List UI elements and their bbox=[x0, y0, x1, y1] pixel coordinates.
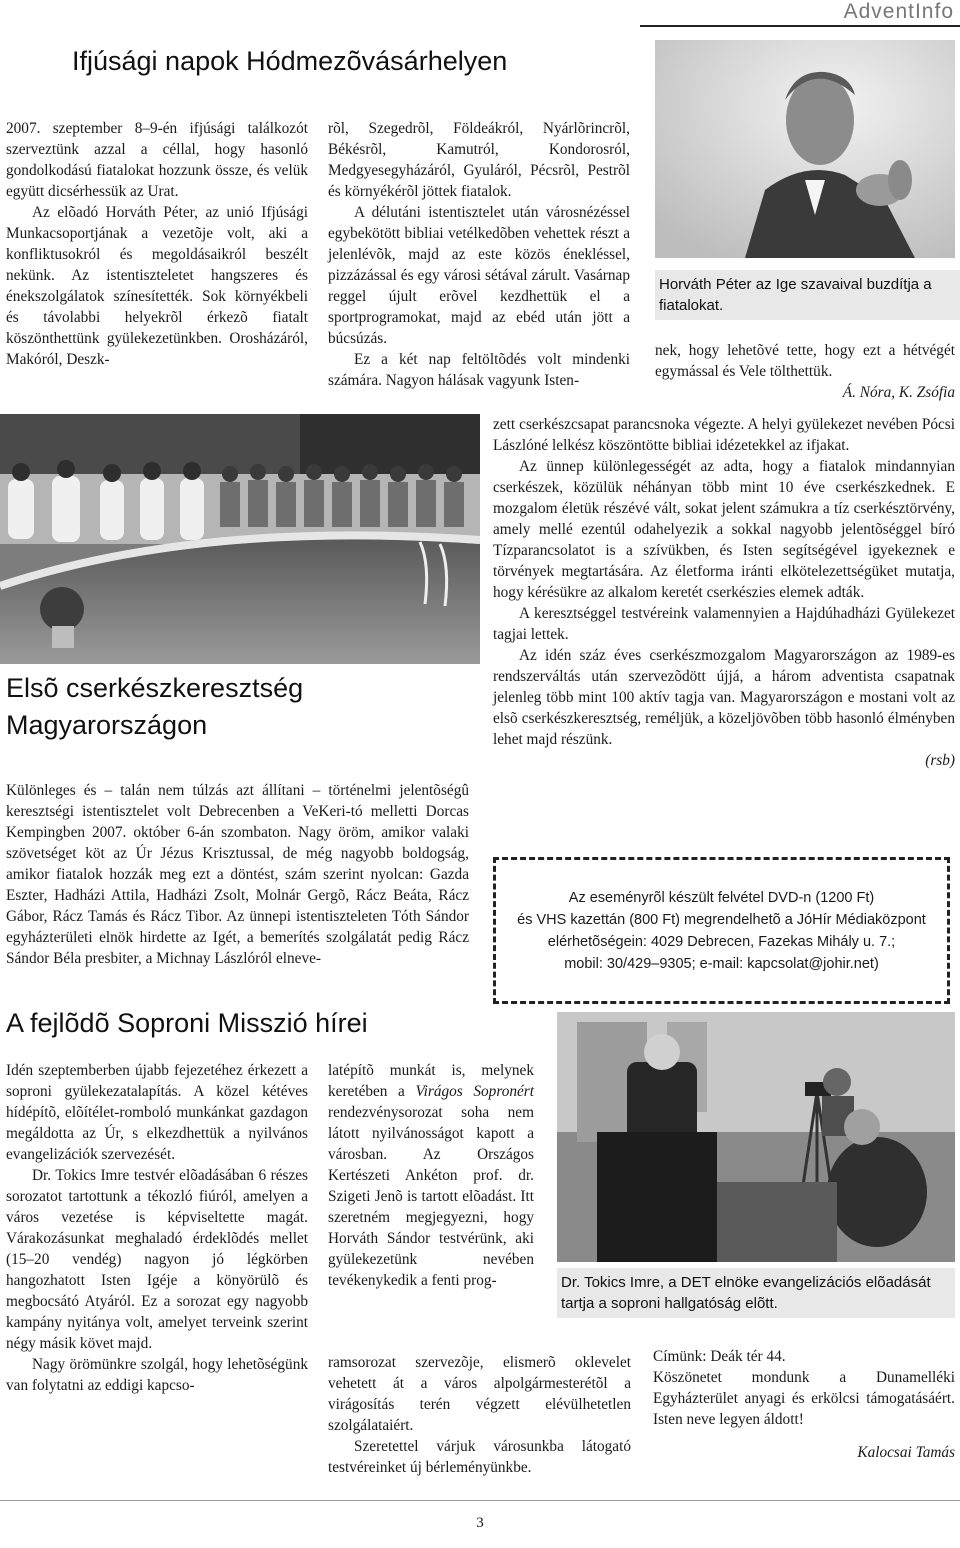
article2-paragraph: A keresztséggel testvéreink valamennyien a Hajdúhadházi Gyülekezet tagjai lettek. bbox=[493, 605, 955, 643]
article1-paragraph: Ez a két nap feltöltõdés volt mindenki számára. Nagyon hálásak vagyunk Isten- bbox=[328, 351, 630, 389]
article3-paragraph: Dr. Tokics Imre testvér elõadásában 6 részes sorozatot tartottunk a tékozló fiúról, amelyen a város vezetése is képviseltette magát. Várakozásunkat meghaladó érdeklõdés mellet (15–20 vendég) nagyon jó légkörben hangozhatott Isten Igéje a könyörülõ és megbocsátó Atyáról. Ez a sorozat egy nagyobb kampány nyitánya volt, amelyet terveink szerint négy másik követ majd. bbox=[6, 1167, 308, 1352]
article1-title: Ifjúsági napok Hódmezõvásárhelyen bbox=[72, 46, 508, 76]
article1-paragraph: Az elõadó Horváth Péter, az unió Ifjúsági Munkacsoportjának a vezetõje volt, aki a konfliktusokról és megoldásaikról beszélt nekünk. Az istentiszteletet hangszeres és énekszolgálatok színesítették. Sok környékbeli és távolabbi helyekrõl érkezõ fiatalt köszönthettünk gyülekezetünkben. Orosházáról, Makóról, Deszk- bbox=[6, 204, 308, 368]
lecture-photo bbox=[557, 1012, 955, 1262]
article1-col2 bbox=[328, 118, 630, 391]
address: Címünk: Deák tér 44. bbox=[653, 1348, 786, 1365]
notice-line: és VHS kazettán (800 Ft) megrendelhetõ a JóHír Médiaközpont bbox=[517, 911, 926, 928]
article3-text: latépítõ munkát is, melynek keretében a bbox=[328, 1062, 534, 1100]
article2-title: Elsõ cserkészkeresztség Magyarországon bbox=[6, 673, 304, 740]
article3-paragraph: Nagy örömünkre szolgál, hogy lehetõségünk van folytatni az eddigi kapcso- bbox=[6, 1356, 308, 1394]
article3-col1 bbox=[6, 1060, 308, 1396]
article1-col3 bbox=[655, 340, 955, 403]
baptism-group-illustration bbox=[0, 414, 480, 664]
article1-paragraph: rõl, Szegedrõl, Földeákról, Nyárlõrincrõl, Békésrõl, Kamutról, Kondorosról, Medgyesegyházáról, Gyuláról, Pécsrõl, Pestrõl és környékérõl jöttek fiatalok. bbox=[328, 120, 630, 200]
footer-rule bbox=[0, 1500, 960, 1501]
article2-right-col bbox=[493, 414, 955, 771]
event-name: Virágos Sopronért bbox=[415, 1083, 534, 1100]
article2-signature: (rsb) bbox=[925, 752, 955, 769]
notice-line: mobil: 30/429–9305; e-mail: kapcsolat@johir.net) bbox=[564, 955, 879, 972]
article3-paragraph: ramsorozat szervezõje, elismerõ oklevelet vehetett át a város alpolgármesterétõl a virágosítás terén végzett elévülhetetlen szolgálataiért. bbox=[328, 1354, 631, 1434]
article1-signature: Á. Nóra, K. Zsófia bbox=[842, 384, 955, 401]
speaker-photo bbox=[655, 40, 955, 258]
article2-left-text bbox=[6, 780, 469, 969]
baptism-group-photo bbox=[0, 414, 480, 664]
article3-col2 bbox=[328, 1060, 534, 1291]
lecture-photo-caption: Dr. Tokics Imre, a DET elnöke evangelizációs elõadását tartja a soproni hallgatóság elõtt. bbox=[557, 1268, 955, 1318]
article1-paragraph: nek, hogy lehetõvé tette, hogy ezt a hétvégét egymással és Vele tölthettük. bbox=[655, 342, 955, 380]
notice-line: Az eseményrõl készült felvétel DVD-n (1200 Ft) bbox=[568, 889, 875, 906]
magazine-brand: AdventInfo bbox=[843, 0, 954, 23]
header-rule bbox=[640, 25, 960, 27]
article3-text: rendezvénysorozat soha nem látott nyilvánosságot kapott a városban. Az Országos Kertészeti Ankéton prof. dr. Szigeti Jenõ is tartott elõadást. Itt szeretném megjegyezni, hogy Horváth Sándor testvérünk, aki gyülekezetünk nevében tevékenykedik a fenti prog- bbox=[328, 1104, 534, 1289]
article2-paragraph: Az ünnep különlegességét az adta, hogy a fiatalok mindannyian cserkészek, közülük néhányan több mint 10 éve cserkészkednek. E mozgalom életük részévé vált, sokat jelent számukra a tíz cserkésztörvény, amely mellé ezentúl odahelyezik a sokkal nagyobb jelentõséggel bíró Tízparancsolatot is a szívükben, és Isten segítségével igyekeznek e törvények megtartására. Az életforma iránti elkötelezettségüket mutatja, hogy kérésükre az alkalom keretét cserkészies elemek adták. bbox=[493, 458, 955, 601]
article3-col3 bbox=[653, 1346, 955, 1463]
article3-col2-wide bbox=[328, 1352, 631, 1478]
article2-paragraph: Különleges és – talán nem túlzás azt állítani – történelmi jelentõségû keresztségi istentisztelet volt Debrecenben a VeKeri-tó melletti Dorcas Kempingben 2007. október 6-án szombaton. Nagy öröm, amikor valaki szövetséget köt az Úr Jézus Krisztussal, de még nagyobb boldogság, amikor fiatalok hozzák meg ezt a döntést, szám szerint nyolcan: Gazda Eszter, Hadházi Attila, Hadházi Zsolt, Molnár Gergõ, Rácz Beáta, Rácz Gábor, Rácz Tamás és Rácz Tibor. Az ünnepi istentiszteleten Tóth Sándor egyházterületi elnök hirdette az Igét, a bemerítés szolgálatát pedig Rácz Sándor Béla presbiter, a Michnay Lászlóról elneve- bbox=[6, 782, 469, 967]
article2-paragraph: zett cserkészcsapat parancsnoka végezte. A helyi gyülekezet nevében Pócsi Lászlóné lelkész köszöntötte bibliai idézetekkel az ifjakat. bbox=[493, 416, 955, 454]
lecture-photo-illustration bbox=[557, 1012, 955, 1262]
article1-paragraph: 2007. szeptember 8–9-én ifjúsági találkozót szerveztünk azzal a céllal, hogy hasonló gondolkodású fiatalokat hozzunk össze, és velük együtt dicsérhessük az Urat. bbox=[6, 120, 308, 200]
article1-paragraph: A délutáni istentisztelet után városnézéssel egybekötött bibliai vetélkedõben vehettek részt a jelenlévõk, majd az este közös énekléssel, pizzázással és egy városi sétával zárult. Vasárnap reggel újult erõvel kezdhettük el a sportprogramokat, majd az ebéd után jött a búcsúzás. bbox=[328, 204, 630, 347]
page-number: 3 bbox=[476, 1515, 484, 1531]
article3-signature: Kalocsai Tamás bbox=[857, 1444, 955, 1461]
speaker-photo-caption: Horváth Péter az Ige szavaival buzdítja a fiatalokat. bbox=[655, 270, 960, 320]
notice-line: elérhetõségein: 4029 Debrecen, Fazekas Mihály u. 7.; bbox=[547, 933, 896, 950]
article3-paragraph bbox=[328, 1060, 534, 1291]
speaker-photo-illustration bbox=[655, 40, 955, 258]
article3-paragraph: Idén szeptemberben újabb fejezetéhez érkezett a soproni gyülekezatalapítás. A közel kétéves hídépítõ, elõítélet-romboló munkánkat gazdagon megáldotta az Úr, s elkezdhettük a nyilvános evangelizációk szervezését. bbox=[6, 1062, 308, 1163]
article3-paragraph: Köszönetet mondunk a Dunamelléki Egyházterület anyagi és erkölcsi támogatásáért. Isten neve legyen áldott! bbox=[653, 1369, 955, 1428]
dvd-order-notice bbox=[493, 857, 950, 1004]
article2-paragraph: Az idén száz éves cserkészmozgalom Magyarországon az 1989-es rendszerváltás után szervezõdött újjá, a három adventista csapatnak jelenleg több mint 100 aktív tagja van. Magyarországon e mostani volt az elsõ cserkészkeresztség, reméljük, a közeljövõben több hasonló élményben lehet majd részünk. bbox=[493, 647, 955, 748]
article3-title: A fejlõdõ Soproni Misszió hírei bbox=[6, 1008, 368, 1038]
article3-paragraph: Szeretettel várjuk városunkba látogató testvéreinket új bérleményünkbe. bbox=[328, 1438, 631, 1476]
article1-col1 bbox=[6, 118, 308, 370]
